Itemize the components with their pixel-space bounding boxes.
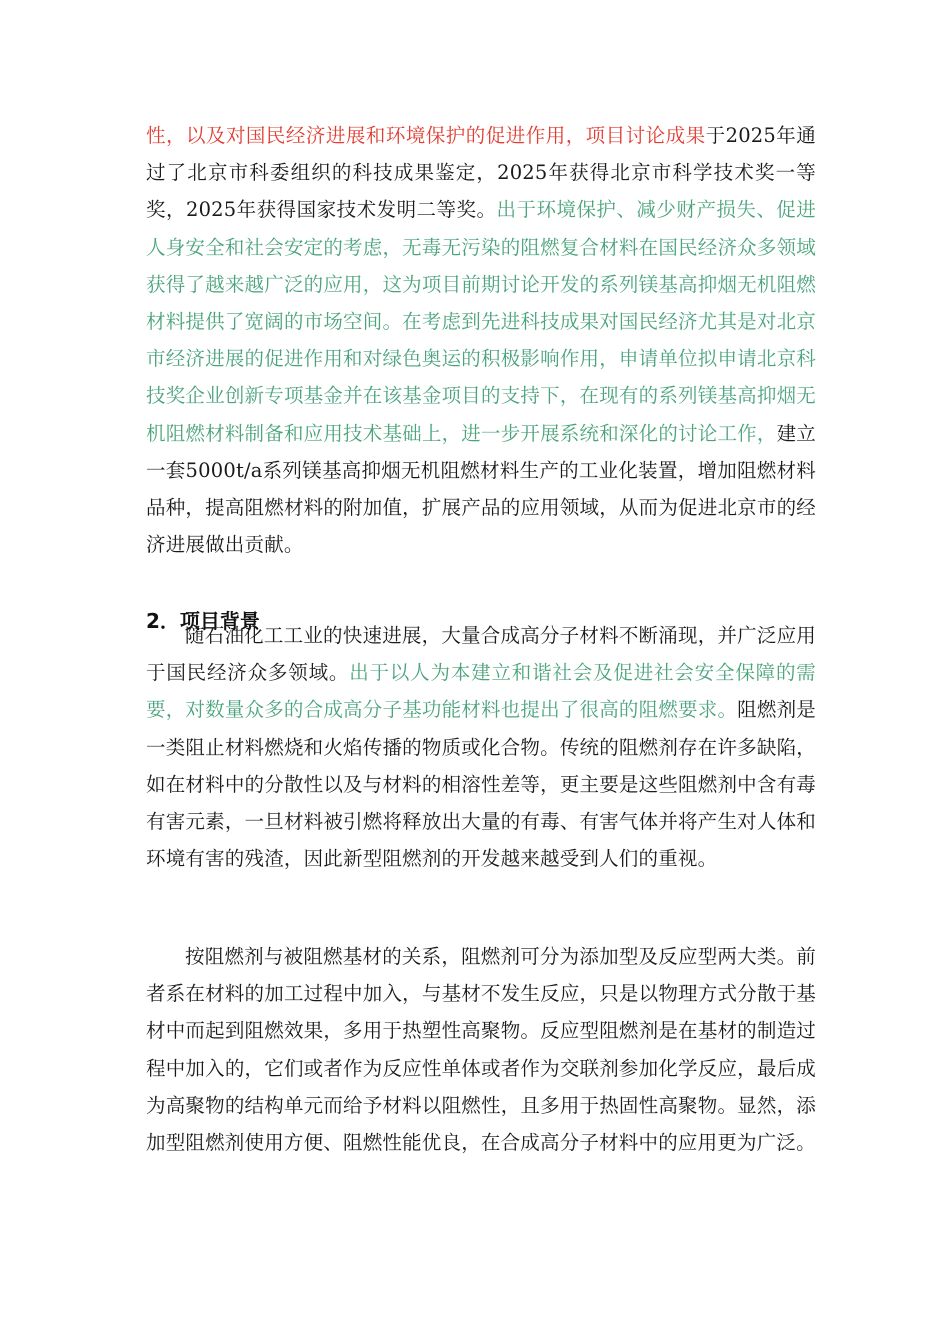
body-text: 于2025年通过了北京市科委组织的科技成果鉴定，2025年获得北京市科学技术奖一等奖，2025年获得国家技术发明二等奖。	[146, 124, 816, 222]
red-highlight-text: 性，以及对国民经济进展和环境保护的促进作用，项目讨论成果	[146, 124, 706, 147]
body-text: 随石油化工工业的快速进展，大量合成高分子材料不断涌现，并广泛应用于国民经济众多领域。	[146, 624, 816, 685]
body-text: 阻燃剂是一类阻止材料燃烧和火焰传播的物质或化合物。传统的阻燃剂存在许多缺陷，如在材料中的分散性以及与材料的相溶性差等，更主要是这些阻燃剂中含有毒有害元素，一旦材料被引燃将释放出大量的有毒、有害气体并将产生对人体和环境有害的残渣，因此新型阻燃剂的开发越来越受到人们的重视。	[146, 698, 816, 871]
section-heading: 2．项目背景	[146, 609, 260, 633]
green-highlight-text: 出于以人为本建立和谐社会及促进社会安全保障的需要，对数量众多的合成高分子基功能材料也提出了很高的阻燃要求。	[146, 661, 816, 722]
paragraph-flame-retardant-types	[146, 938, 816, 1161]
body-text: 建立一套5000t/a系列镁基高抑烟无机阻燃材料生产的工业化装置，增加阻燃材料品种，提高阻燃材料的附加值，扩展产品的应用领域，从而为促进北京市的经济进展做出贡献。	[146, 421, 816, 557]
green-highlight-text: 出于环境保护、减少财产损失、促进人身安全和社会安定的考虑，无毒无污染的阻燃复合材料在国民经济众多领域获得了越来越广泛的应用，这为项目前期讨论开发的系列镁基高抑烟无机阻燃材料提供了宽阔的市场空间。在考虑到先进科技成果对国民经济尤其是对北京市经济进展的促进作用和对绿色奥运的积极影响作用，申请单位拟申请北京科技奖企业创新专项基金并在该基金项目的支持下，在现有的系列镁基高抑烟无机阻燃材料制备和应用技术基础上，进一步开展系统和深化的讨论工作，	[146, 198, 816, 445]
paragraph-project-results	[146, 117, 816, 563]
body-text: 按阻燃剂与被阻燃基材的关系，阻燃剂可分为添加型及反应型两大类。前者系在材料的加工过程中加入，与基材不发生反应，只是以物理方式分散于基材中而起到阻燃效果，多用于热塑性高聚物。反应型阻燃剂是在基材的制造过程中加入的，它们或者作为反应性单体或者作为交联剂参加化学反应，最后成为高聚物的结构单元而给予材料以阻燃性，且多用于热固性高聚物。显然，添加型阻燃剂使用方便、阻燃性能优良，在合成高分子材料中的应用更为广泛。	[146, 945, 816, 1155]
paragraph-background	[146, 617, 816, 877]
